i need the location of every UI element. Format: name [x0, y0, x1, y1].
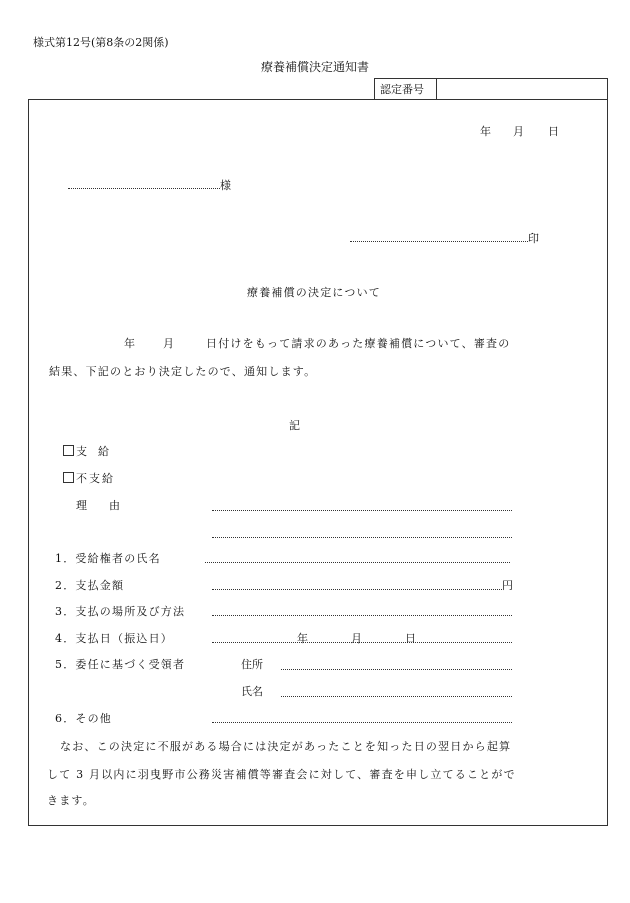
- footer-line-1: なお、この決定に不服がある場合には決定があったことを知った日の翌日から起算: [60, 740, 512, 753]
- reason-line-2[interactable]: [212, 537, 512, 538]
- body-month: 月: [163, 337, 174, 350]
- amount-unit-yen: 円: [502, 579, 513, 592]
- body-text-line1: 日付けをもって請求のあった療養補償について、審査の: [206, 337, 511, 350]
- agent-address-line[interactable]: [281, 669, 512, 670]
- reason-line-1[interactable]: [212, 510, 512, 511]
- payment-date-line[interactable]: [212, 642, 512, 643]
- item-4-payment-date: 4．支払日（振込日）: [55, 632, 173, 645]
- item-1-beneficiary-name: 1．受給権者の氏名: [55, 552, 161, 565]
- other-line[interactable]: [212, 722, 512, 723]
- recipient-honorific: 様: [220, 179, 231, 192]
- certification-number-label: 認定番号: [380, 83, 424, 96]
- agent-name-line[interactable]: [281, 696, 512, 697]
- item-6-other: 6．その他: [55, 712, 112, 725]
- footer-line-2: して 3 月以内に羽曳野市公務災害補償等審査会に対して、審査を申し立てることがで: [47, 768, 516, 781]
- item-2-payment-amount: 2．支払金額: [55, 579, 125, 592]
- footer-line-3: きます。: [47, 794, 95, 807]
- recipient-name-line[interactable]: [68, 188, 220, 189]
- item-5-agent-recipient: 5．委任に基づく受領者: [55, 658, 186, 671]
- payment-amount-line[interactable]: [212, 589, 502, 590]
- payment-date-month: 月: [351, 632, 362, 645]
- issuer-name-line[interactable]: [350, 241, 528, 242]
- document-title: 療養補償決定通知書: [261, 60, 370, 74]
- certification-box-divider: [436, 78, 437, 100]
- date-year: 年: [480, 125, 491, 138]
- option-no-pay[interactable]: [63, 470, 115, 486]
- agent-address-label: 住所: [241, 658, 263, 671]
- body-text-line2: 結果、下記のとおり決定したので、通知します。: [49, 365, 317, 378]
- date-month: 月: [513, 125, 524, 138]
- form-reference: 様式第12号(第8条の2関係): [33, 36, 169, 49]
- reason-label: 理 由: [76, 499, 120, 512]
- body-year: 年: [124, 337, 135, 350]
- option-no-pay-label: 不支給: [76, 472, 115, 485]
- ki-heading: 記: [289, 419, 300, 432]
- payment-date-day: 日: [405, 632, 416, 645]
- item-3-payment-method: 3．支払の場所及び方法: [55, 605, 186, 618]
- payment-date-year: 年: [297, 632, 308, 645]
- agent-name-label: 氏名: [241, 685, 263, 698]
- subject-heading: 療養補償の決定について: [247, 286, 381, 299]
- option-pay-label: 支 給: [76, 445, 109, 458]
- beneficiary-name-line[interactable]: [205, 562, 510, 563]
- option-pay[interactable]: [63, 443, 109, 459]
- checkbox-no-pay[interactable]: [63, 472, 74, 483]
- form-frame: [28, 99, 608, 826]
- checkbox-pay[interactable]: [63, 445, 74, 456]
- date-day: 日: [548, 125, 559, 138]
- seal-mark: 印: [528, 232, 539, 245]
- payment-method-line[interactable]: [212, 615, 512, 616]
